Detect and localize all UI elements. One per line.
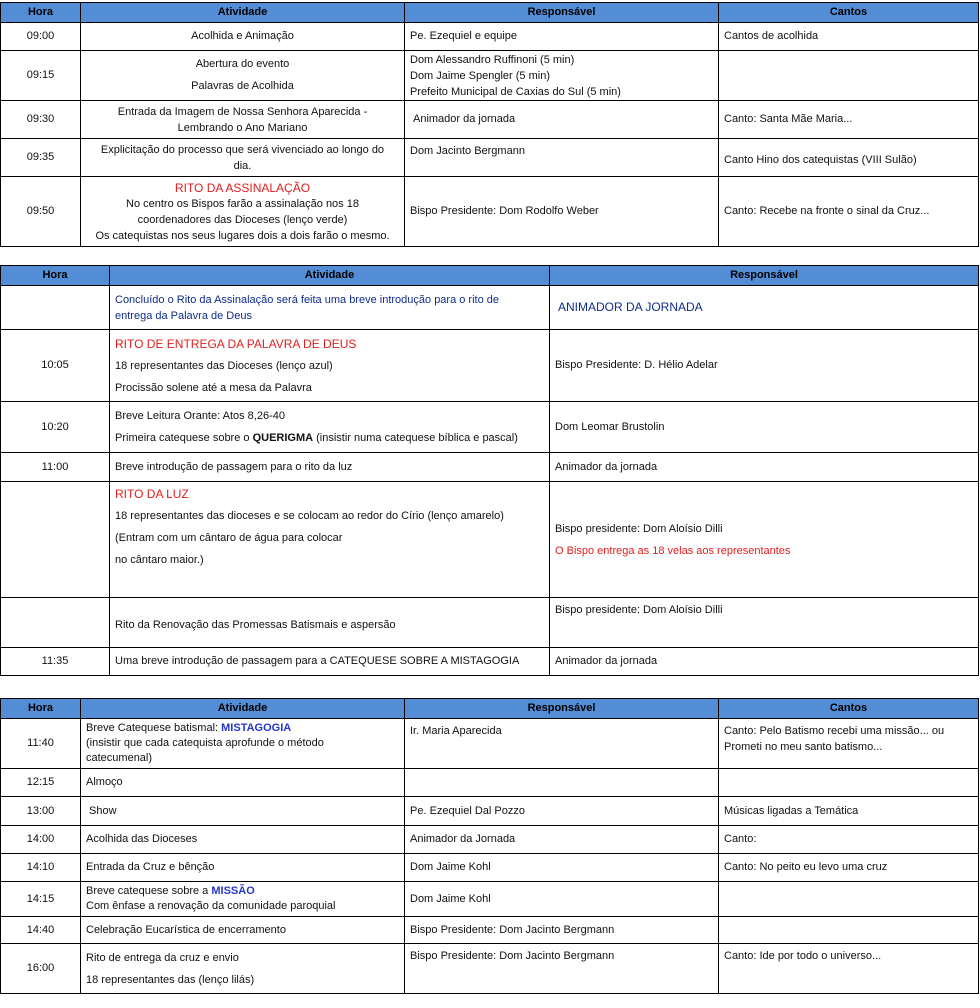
table-row <box>1 23 979 51</box>
missao-keyword: MISSÃO <box>211 885 255 897</box>
table-row <box>1 177 979 247</box>
table-row <box>1 917 979 944</box>
row-responsavel: Dom Jaime Kohl <box>405 854 719 882</box>
header-responsavel: Responsável <box>550 266 979 286</box>
row-atividade: Celebração Eucarística de encerramento <box>81 917 405 944</box>
table-row <box>1 453 979 482</box>
row-responsavel: Dom Leomar Brustolin <box>550 402 979 453</box>
header-atividade: Atividade <box>110 266 550 286</box>
row-responsavel: Bispo presidente: Dom Aloísio Dilli O Bispo entrega as 18 velas aos representantes <box>550 482 979 598</box>
row-responsavel: Pe. Ezequiel Dal Pozzo <box>405 797 719 826</box>
table-row <box>1 719 979 769</box>
row-hora: 14:40 <box>1 917 81 944</box>
row-cantos <box>719 769 979 797</box>
table-row <box>1 139 979 177</box>
row-responsavel <box>405 769 719 797</box>
row-responsavel: Bispo presidente: Dom Aloísio Dilli <box>550 598 979 648</box>
row-cantos: Canto: <box>719 826 979 854</box>
table-row <box>1 648 979 676</box>
row-atividade: Breve Leitura Orante: Atos 8,26-40 Primeira catequese sobre o QUERIGMA (insistir numa catequese bíblica e pascal) <box>110 402 550 453</box>
row-cantos: Canto Hino dos catequistas (VIII Sulão) <box>719 139 979 177</box>
row-hora <box>1 598 110 648</box>
row-hora: 09:30 <box>1 101 81 139</box>
row-atividade: Almoço <box>81 769 405 797</box>
row-atividade: Acolhida e Animação <box>81 23 405 51</box>
row-atividade: Concluído o Rito da Assinalação será feita uma breve introdução para o rito de entrega da Palavra de Deus <box>110 286 550 330</box>
mistagogia-keyword: MISTAGOGIA <box>221 722 292 734</box>
row-cantos: Cantos de acolhida <box>719 23 979 51</box>
querigma-keyword: QUERIGMA <box>252 432 314 444</box>
table-row <box>1 598 979 648</box>
row-hora: 10:05 <box>1 330 110 402</box>
row-cantos <box>719 51 979 101</box>
row-atividade: RITO DA LUZ 18 representantes das dioceses e se colocam ao redor do Círio (lenço amarelo) (Entram com um cântaro de água para colocar no cântaro maior.) <box>110 482 550 598</box>
row-atividade: Uma breve introdução de passagem para a CATEQUESE SOBRE A MISTAGOGIA <box>110 648 550 676</box>
row-hora: 10:20 <box>1 402 110 453</box>
row-hora <box>1 286 110 330</box>
bispo-entrega-note: O Bispo entrega as 18 velas aos representantes <box>555 544 791 557</box>
row-hora: 16:00 <box>1 944 81 994</box>
header-hora: Hora <box>1 3 81 23</box>
row-cantos: Canto: Recebe na fronte o sinal da Cruz... <box>719 177 979 247</box>
row-responsavel: Dom Jacinto Bergmann <box>405 139 719 177</box>
row-atividade: Show <box>81 797 405 826</box>
row-atividade: Abertura do evento Palavras de Acolhida <box>81 51 405 101</box>
row-hora: 09:15 <box>1 51 81 101</box>
table-row <box>1 854 979 882</box>
header-hora: Hora <box>1 699 81 719</box>
header-atividade: Atividade <box>81 3 405 23</box>
row-atividade: Rito de entrega da cruz e envio 18 representantes das (lenço lilás) <box>81 944 405 994</box>
row-responsavel: Bispo Presidente: Dom Rodolfo Weber <box>405 177 719 247</box>
table-row <box>1 826 979 854</box>
row-responsavel: Bispo Presidente: Dom Jacinto Bergmann <box>405 917 719 944</box>
table-header-row <box>1 266 979 286</box>
row-hora: 11:35 <box>1 648 110 676</box>
row-cantos <box>719 917 979 944</box>
row-atividade: Breve Catequese batismal: MISTAGOGIA (insistir que cada catequista aprofunde o método catecumenal) <box>81 719 405 769</box>
row-responsavel: Bispo Presidente: Dom Jacinto Bergmann <box>405 944 719 994</box>
table-row <box>1 402 979 453</box>
row-hora: 12:15 <box>1 769 81 797</box>
row-hora: 14:10 <box>1 854 81 882</box>
row-atividade: Entrada da Cruz e bênção <box>81 854 405 882</box>
table-row <box>1 797 979 826</box>
row-cantos <box>719 882 979 917</box>
row-atividade: Explicitação do processo que será vivenciado ao longo do dia. <box>81 139 405 177</box>
schedule-table-morning-opening <box>0 2 979 247</box>
table-row <box>1 101 979 139</box>
rito-title: RITO DE ENTREGA DA PALAVRA DE DEUS <box>115 336 357 351</box>
header-responsavel: Responsável <box>405 699 719 719</box>
row-atividade: Breve catequese sobre a MISSÃO Com ênfase a renovação da comunidade paroquial <box>81 882 405 917</box>
table-header-row <box>1 699 979 719</box>
row-responsavel: Ir. Maria Aparecida <box>405 719 719 769</box>
row-responsavel: Animador da jornada <box>550 648 979 676</box>
row-responsavel: Animador da jornada <box>405 101 719 139</box>
table-row <box>1 482 979 598</box>
table-row <box>1 769 979 797</box>
row-atividade: Acolhida das Dioceses <box>81 826 405 854</box>
table-row <box>1 882 979 917</box>
row-cantos: Canto: No peito eu levo uma cruz <box>719 854 979 882</box>
table-row <box>1 330 979 402</box>
row-responsavel: Animador da Jornada <box>405 826 719 854</box>
row-responsavel: Pe. Ezequiel e equipe <box>405 23 719 51</box>
row-responsavel: Dom Alessandro Ruffinoni (5 min) Dom Jaime Spengler (5 min) Prefeito Municipal de Caxias do Sul (5 min) <box>405 51 719 101</box>
row-responsavel: Dom Jaime Kohl <box>405 882 719 917</box>
schedule-table-afternoon <box>0 698 979 994</box>
row-hora: 11:00 <box>1 453 110 482</box>
row-atividade: Breve introdução de passagem para o rito da luz <box>110 453 550 482</box>
schedule-table-rites <box>0 265 979 676</box>
row-responsavel: Bispo Presidente: D. Hélio Adelar <box>550 330 979 402</box>
table-row <box>1 286 979 330</box>
row-atividade: RITO DE ENTREGA DA PALAVRA DE DEUS 18 representantes das Dioceses (lenço azul) Procissão solene até a mesa da Palavra <box>110 330 550 402</box>
header-hora: Hora <box>1 266 110 286</box>
rito-title: RITO DA LUZ <box>115 487 189 501</box>
row-hora: 09:35 <box>1 139 81 177</box>
row-hora: 11:40 <box>1 719 81 769</box>
table-header-row <box>1 3 979 23</box>
table-row <box>1 944 979 994</box>
row-cantos: Canto: Santa Mãe Maria... <box>719 101 979 139</box>
row-cantos: Músicas ligadas a Temática <box>719 797 979 826</box>
header-responsavel: Responsável <box>405 3 719 23</box>
rito-title: RITO DA ASSINALAÇÃO <box>174 180 311 195</box>
row-hora: 14:15 <box>1 882 81 917</box>
row-cantos: Canto: Ide por todo o universo... <box>719 944 979 994</box>
header-cantos: Cantos <box>719 3 979 23</box>
table-row <box>1 51 979 101</box>
row-responsavel: Animador da jornada <box>550 453 979 482</box>
row-atividade: Rito da Renovação das Promessas Batismais e aspersão <box>110 598 550 648</box>
row-cantos: Canto: Pelo Batismo recebi uma missão... ou Prometi no meu santo batismo... <box>719 719 979 769</box>
row-responsavel: ANIMADOR DA JORNADA <box>550 286 979 330</box>
row-atividade: Entrada da Imagem de Nossa Senhora Aparecida - Lembrando o Ano Mariano <box>81 101 405 139</box>
row-hora: 14:00 <box>1 826 81 854</box>
header-atividade: Atividade <box>81 699 405 719</box>
row-atividade: RITO DA ASSINALAÇÃO No centro os Bispos farão a assinalação nos 18 coordenadores das Dioceses (lenço verde) Os catequistas nos seus lugares dois a dois farão o mesmo. <box>81 177 405 247</box>
header-cantos: Cantos <box>719 699 979 719</box>
row-hora: 09:00 <box>1 23 81 51</box>
row-hora <box>1 482 110 598</box>
row-hora: 13:00 <box>1 797 81 826</box>
row-hora: 09:50 <box>1 177 81 247</box>
